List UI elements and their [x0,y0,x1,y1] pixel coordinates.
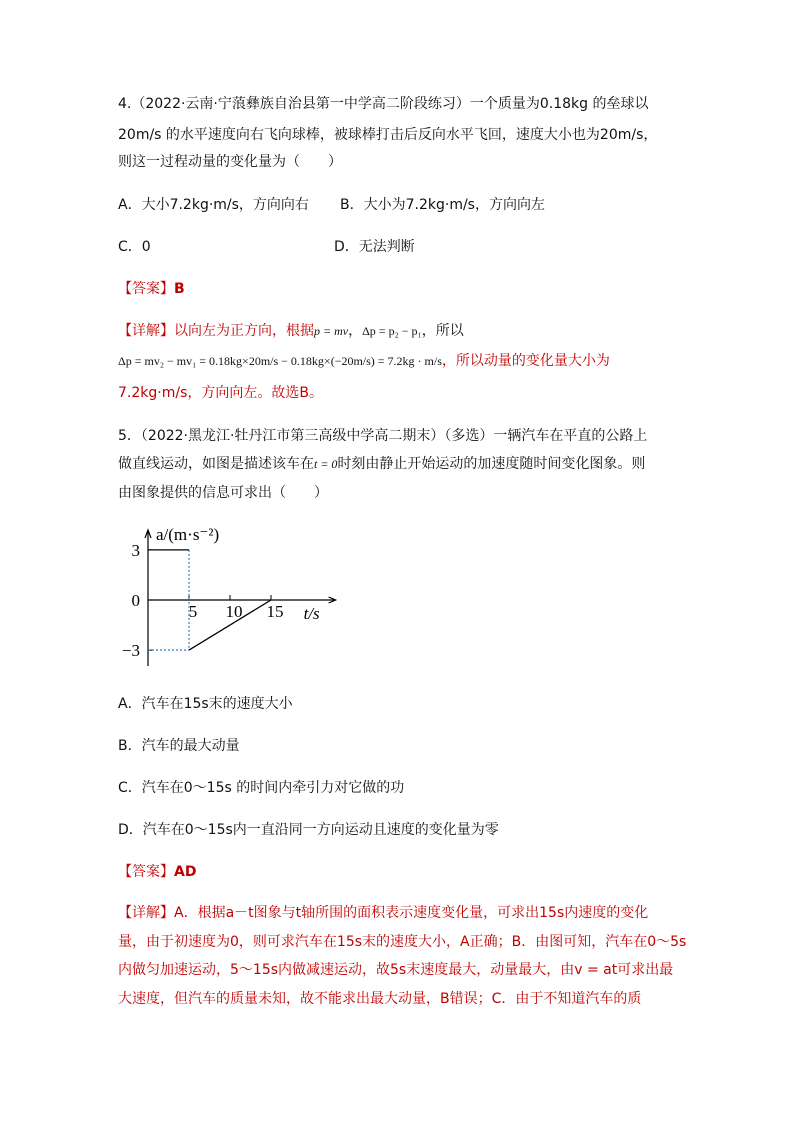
q5-detail-line-3: 内做匀加速运动，5～15s内做减速运动，故5s末速度最大，动量最大，由v = at可求出最 [118,962,674,978]
q4-stem-line-1: 4.（2022·云南·宁蒗彝族自治县第一中学高二阶段练习）一个质量为0.18kg 的垒球以 [118,96,649,112]
q5-option-d: D．汽车在0～15s内一直沿同一方向运动且速度的变化量为零 [118,822,499,838]
q4-detail-sep: ， [348,323,363,339]
q5-formula-t0: t = 0 [314,457,338,471]
q5-stem-line-3: 由图象提供的信息可求出（ ） [118,485,328,501]
q5-detail-line-1 [118,903,648,923]
y-tick-label: 3 [131,540,140,560]
q4-detail-line-2 [118,351,610,371]
q5-option-a: A．汽车在15s末的速度大小 [118,696,293,712]
q4-formula-momentum-change: Δp = mv₂ − mv₁ = 0.18kg×20m/s − 0.18kg×(−20m/s) = 7.2kg · m/s [118,354,442,368]
q4-stem-line-2: 20m/s 的水平速度向右飞向球棒，被球棒打击后反向水平飞回，速度大小也为20m/s， [118,127,658,143]
q4-formula-p-mv: p = mv [314,324,349,338]
q5-detail-label: 【详解】 [118,905,174,921]
chart-labels [122,525,320,660]
q4-detail-text-1: 以向左为正方向，根据 [174,323,314,339]
q4-detail-end-2: ，所以动量的变化量大小为 [441,353,610,369]
q5-answer [118,862,196,882]
y-tick-label: 0 [131,591,140,610]
q4-option-a: A．大小7.2kg·m/s，方向向右 [118,197,309,213]
q5-stem-line-1: 5．（2022·黑龙江·牡丹江市第三高级中学高二期末）（多选）一辆汽车在平直的公路上 [118,428,648,444]
q4-detail-label: 【详解】 [118,323,174,339]
x-tick-label: 15 [266,602,284,621]
q4-detail-end-1: ，所以 [421,323,464,339]
x-axis-label: t/s [303,604,320,623]
acceleration-time-graph [118,518,348,673]
q5-option-c: C．汽车在0～15s 的时间内牵引力对它做的功 [118,780,405,796]
q4-answer [118,279,185,299]
q4-stem-line-3: 则这一过程动量的变化量为（ ） [118,154,342,170]
q4-option-d: D．无法判断 [334,239,415,255]
x-tick-label: 5 [188,602,198,621]
q4-option-c: C．0 [118,239,151,255]
q4-formula-delta-p: Δp = p₂ − p₁ [362,324,422,338]
q5-detail-line-4: 大速度，但汽车的质量未知，故不能求出最大动量，B错误；C．由于不知道汽车的质 [118,991,642,1007]
y-axis-label: a/(m·s⁻²) [156,525,220,544]
q4-detail-line-1 [118,321,464,341]
q5-option-b: B．汽车的最大动量 [118,738,240,754]
q4-option-b: B．大小为7.2kg·m/s，方向向左 [340,197,545,213]
q5-answer-value: AD [174,864,197,880]
q5-detail-text-1: A．根据a－t图象与t轴所围的面积表示速度变化量，可求出15s内速度的变化 [174,905,649,921]
x-tick-label: 10 [225,602,243,621]
q4-answer-value: B [174,281,185,297]
q5-stem-line-2 [118,454,645,474]
q5-stem-line-2-post: 时刻由静止开始运动的加速度随时间变化图象。则 [337,456,646,472]
q4-answer-label: 【答案】 [118,281,174,297]
q4-detail-line-3: 7.2kg·m/s，方向向左。故选B。 [118,385,323,401]
q5-answer-label: 【答案】 [118,864,174,880]
q5-stem-line-2-pre: 做直线运动，如图是描述该车在 [118,456,314,472]
y-tick-label: −3 [121,641,140,661]
q5-detail-line-2: 量，由于初速度为0，则可求汽车在15s末的速度大小，A正确；B．由图可知，汽车在0～5s [118,934,687,950]
